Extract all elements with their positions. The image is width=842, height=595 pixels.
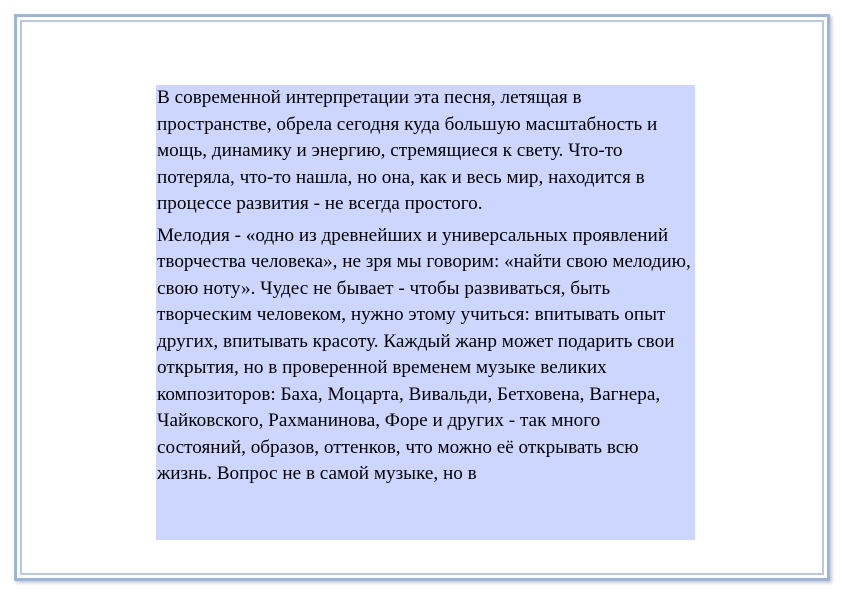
paragraph-1: В современной интерпретации эта песня, летящая в пространстве, обрела сегодня куда большую масштабность и мощь, динамику и энергию, стремящиеся к свету. Что-то потеряла, что-то нашла, но она, как и весь мир, находится в процессе развития - не всегда простого. (157, 87, 658, 214)
paragraph-2: Мелодия - «одно из древнейших и универсальных проявлений творчества человека», не зря мы говорим: «найти свою мелодию, свою ноту». Чудес не бывает - чтобы развиваться, быть творческим человеком, нужно этому учиться: впитывать опыт других, впитывать красоту. Каждый жанр может подарить свои открытия, но в проверенной временем музыке великих композиторов: Баха, Моцарта, Вивальди, Бетховена, Вагнера, Чайковского, Рахманинова, Форе и других - так много состояний, образов, оттенков, что можно её открывать всю жизнь. Вопрос не в самой музыке, но в (157, 224, 691, 484)
highlighted-text-block[interactable] (156, 85, 695, 540)
